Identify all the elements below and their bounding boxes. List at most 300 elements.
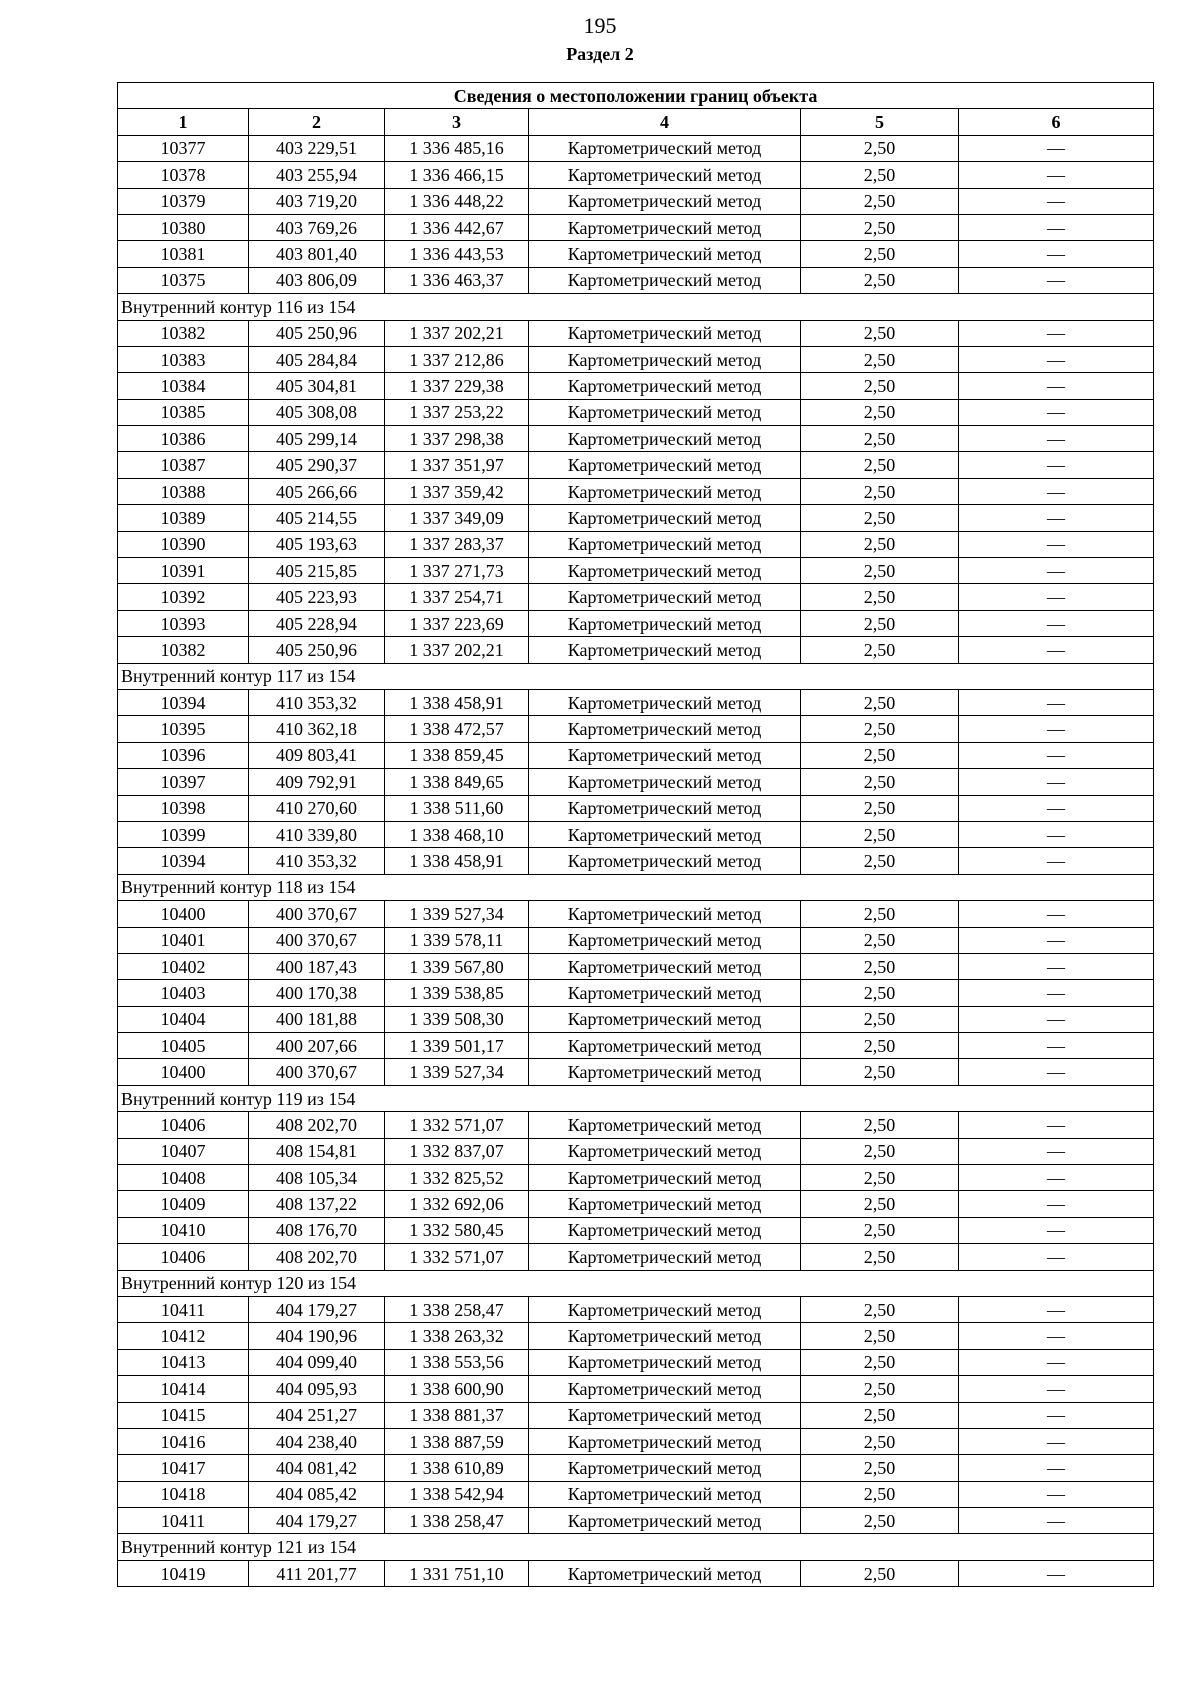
coordinate-y: 1 337 351,97	[385, 452, 529, 478]
point-number: 10402	[118, 953, 249, 979]
coordinate-y: 1 338 542,94	[385, 1481, 529, 1507]
coordinate-x: 400 207,66	[249, 1033, 385, 1059]
coordinate-y: 1 339 501,17	[385, 1033, 529, 1059]
method-cell: Картометрический метод	[529, 795, 801, 821]
table-row	[118, 769, 1154, 795]
coordinate-x: 405 284,84	[249, 346, 385, 372]
accuracy-cell: 2,50	[801, 426, 959, 452]
method-cell: Картометрический метод	[529, 135, 801, 161]
description-cell: —	[959, 478, 1154, 504]
coordinate-x: 400 181,88	[249, 1006, 385, 1032]
table-row	[118, 214, 1154, 240]
description-cell: —	[959, 1402, 1154, 1428]
accuracy-cell: 2,50	[801, 584, 959, 610]
coordinate-y: 1 338 859,45	[385, 742, 529, 768]
coordinate-y: 1 337 223,69	[385, 610, 529, 636]
table-row	[118, 901, 1154, 927]
accuracy-cell: 2,50	[801, 1323, 959, 1349]
table-row	[118, 558, 1154, 584]
description-cell: —	[959, 1323, 1154, 1349]
point-number: 10389	[118, 505, 249, 531]
coordinate-x: 405 228,94	[249, 610, 385, 636]
description-cell: —	[959, 795, 1154, 821]
coordinate-x: 403 806,09	[249, 267, 385, 293]
table-row	[118, 505, 1154, 531]
coordinate-y: 1 338 458,91	[385, 689, 529, 715]
coordinate-x: 405 250,96	[249, 637, 385, 663]
contour-label: Внутренний контур 121 из 154	[118, 1534, 1154, 1560]
table-row	[118, 980, 1154, 1006]
coordinate-x: 408 105,34	[249, 1165, 385, 1191]
table-row	[118, 399, 1154, 425]
coordinate-x: 405 193,63	[249, 531, 385, 557]
point-number: 10390	[118, 531, 249, 557]
accuracy-cell: 2,50	[801, 1455, 959, 1481]
column-number-header: 2	[249, 109, 385, 135]
coordinate-y: 1 337 271,73	[385, 558, 529, 584]
accuracy-cell: 2,50	[801, 795, 959, 821]
point-number: 10419	[118, 1560, 249, 1586]
accuracy-cell: 2,50	[801, 769, 959, 795]
coordinate-y: 1 338 258,47	[385, 1296, 529, 1322]
method-cell: Картометрический метод	[529, 1560, 801, 1586]
table-row	[118, 689, 1154, 715]
coordinate-y: 1 332 837,07	[385, 1138, 529, 1164]
description-cell: —	[959, 373, 1154, 399]
contour-header-row	[118, 294, 1154, 320]
point-number: 10394	[118, 848, 249, 874]
contour-label: Внутренний контур 119 из 154	[118, 1085, 1154, 1111]
method-cell: Картометрический метод	[529, 320, 801, 346]
table-row	[118, 1455, 1154, 1481]
coordinate-x: 403 769,26	[249, 214, 385, 240]
coordinate-x: 404 190,96	[249, 1323, 385, 1349]
method-cell: Картометрический метод	[529, 980, 801, 1006]
column-number-header: 5	[801, 109, 959, 135]
method-cell: Картометрический метод	[529, 1006, 801, 1032]
coordinate-x: 408 202,70	[249, 1112, 385, 1138]
table-row	[118, 1059, 1154, 1085]
coordinate-x: 404 179,27	[249, 1296, 385, 1322]
table-row	[118, 1006, 1154, 1032]
description-cell: —	[959, 346, 1154, 372]
coordinate-y: 1 339 527,34	[385, 1059, 529, 1085]
coordinate-y: 1 332 692,06	[385, 1191, 529, 1217]
method-cell: Картометрический метод	[529, 267, 801, 293]
table-row	[118, 1165, 1154, 1191]
description-cell: —	[959, 1455, 1154, 1481]
table-row	[118, 1323, 1154, 1349]
coordinate-y: 1 339 538,85	[385, 980, 529, 1006]
table-row	[118, 821, 1154, 847]
accuracy-cell: 2,50	[801, 742, 959, 768]
table-row	[118, 795, 1154, 821]
table-row	[118, 1560, 1154, 1586]
accuracy-cell: 2,50	[801, 689, 959, 715]
coordinate-x: 404 085,42	[249, 1481, 385, 1507]
coordinate-x: 404 095,93	[249, 1376, 385, 1402]
method-cell: Картометрический метод	[529, 689, 801, 715]
coordinate-y: 1 337 349,09	[385, 505, 529, 531]
contour-header-row	[118, 1534, 1154, 1560]
accuracy-cell: 2,50	[801, 531, 959, 557]
table-row	[118, 267, 1154, 293]
coordinate-y: 1 332 571,07	[385, 1112, 529, 1138]
accuracy-cell: 2,50	[801, 452, 959, 478]
description-cell: —	[959, 1059, 1154, 1085]
coordinate-x: 410 270,60	[249, 795, 385, 821]
accuracy-cell: 2,50	[801, 716, 959, 742]
table-row	[118, 1033, 1154, 1059]
method-cell: Картометрический метод	[529, 241, 801, 267]
coordinate-x: 410 362,18	[249, 716, 385, 742]
point-number: 10401	[118, 927, 249, 953]
coordinate-x: 408 154,81	[249, 1138, 385, 1164]
contour-header-row	[118, 1085, 1154, 1111]
coordinate-x: 409 803,41	[249, 742, 385, 768]
coordinate-y: 1 337 254,71	[385, 584, 529, 610]
point-number: 10387	[118, 452, 249, 478]
coordinate-y: 1 338 472,57	[385, 716, 529, 742]
accuracy-cell: 2,50	[801, 1191, 959, 1217]
table-row	[118, 953, 1154, 979]
description-cell: —	[959, 558, 1154, 584]
contour-header-row	[118, 874, 1154, 900]
table-row	[118, 1296, 1154, 1322]
coordinate-x: 404 099,40	[249, 1349, 385, 1375]
table-row	[118, 1244, 1154, 1270]
point-number: 10379	[118, 188, 249, 214]
table-row	[118, 637, 1154, 663]
accuracy-cell: 2,50	[801, 1006, 959, 1032]
coordinate-y: 1 337 283,37	[385, 531, 529, 557]
coordinate-x: 400 370,67	[249, 927, 385, 953]
coordinate-y: 1 336 443,53	[385, 241, 529, 267]
description-cell: —	[959, 135, 1154, 161]
accuracy-cell: 2,50	[801, 848, 959, 874]
column-number-header: 1	[118, 109, 249, 135]
accuracy-cell: 2,50	[801, 1033, 959, 1059]
table-row	[118, 1481, 1154, 1507]
point-number: 10382	[118, 637, 249, 663]
point-number: 10380	[118, 214, 249, 240]
table-row	[118, 1138, 1154, 1164]
coordinate-y: 1 336 448,22	[385, 188, 529, 214]
description-cell: —	[959, 1428, 1154, 1454]
point-number: 10395	[118, 716, 249, 742]
description-cell: —	[959, 742, 1154, 768]
coordinate-y: 1 337 229,38	[385, 373, 529, 399]
coordinate-x: 404 179,27	[249, 1508, 385, 1534]
column-number-header: 6	[959, 109, 1154, 135]
table-caption-row	[118, 83, 1154, 109]
point-number: 10393	[118, 610, 249, 636]
coordinate-y: 1 338 610,89	[385, 1455, 529, 1481]
description-cell: —	[959, 214, 1154, 240]
method-cell: Картометрический метод	[529, 1402, 801, 1428]
coordinate-y: 1 338 258,47	[385, 1508, 529, 1534]
coordinate-y: 1 331 751,10	[385, 1560, 529, 1586]
coordinate-x: 409 792,91	[249, 769, 385, 795]
coordinate-y: 1 332 580,45	[385, 1217, 529, 1243]
coordinate-x: 410 339,80	[249, 821, 385, 847]
table-row	[118, 320, 1154, 346]
coordinate-y: 1 338 600,90	[385, 1376, 529, 1402]
description-cell: —	[959, 1138, 1154, 1164]
accuracy-cell: 2,50	[801, 1112, 959, 1138]
accuracy-cell: 2,50	[801, 980, 959, 1006]
method-cell: Картометрический метод	[529, 452, 801, 478]
point-number: 10406	[118, 1112, 249, 1138]
description-cell: —	[959, 426, 1154, 452]
table-row	[118, 716, 1154, 742]
contour-label: Внутренний контур 117 из 154	[118, 663, 1154, 689]
method-cell: Картометрический метод	[529, 1323, 801, 1349]
accuracy-cell: 2,50	[801, 1217, 959, 1243]
description-cell: —	[959, 1217, 1154, 1243]
point-number: 10385	[118, 399, 249, 425]
accuracy-cell: 2,50	[801, 558, 959, 584]
description-cell: —	[959, 267, 1154, 293]
method-cell: Картометрический метод	[529, 373, 801, 399]
method-cell: Картометрический метод	[529, 1376, 801, 1402]
accuracy-cell: 2,50	[801, 1296, 959, 1322]
method-cell: Картометрический метод	[529, 558, 801, 584]
description-cell: —	[959, 953, 1154, 979]
table-row	[118, 1402, 1154, 1428]
method-cell: Картометрический метод	[529, 637, 801, 663]
table-row	[118, 373, 1154, 399]
contour-label: Внутренний контур 116 из 154	[118, 294, 1154, 320]
table-row	[118, 1349, 1154, 1375]
point-number: 10411	[118, 1296, 249, 1322]
coordinate-x: 404 238,40	[249, 1428, 385, 1454]
method-cell: Картометрический метод	[529, 1112, 801, 1138]
coordinate-x: 405 223,93	[249, 584, 385, 610]
table-caption: Сведения о местоположении границ объекта	[118, 83, 1154, 109]
coordinate-y: 1 337 212,86	[385, 346, 529, 372]
column-number-header: 3	[385, 109, 529, 135]
description-cell: —	[959, 399, 1154, 425]
method-cell: Картометрический метод	[529, 584, 801, 610]
accuracy-cell: 2,50	[801, 346, 959, 372]
point-number: 10399	[118, 821, 249, 847]
coordinate-y: 1 338 458,91	[385, 848, 529, 874]
table-row	[118, 1112, 1154, 1138]
coordinate-y: 1 336 466,15	[385, 162, 529, 188]
accuracy-cell: 2,50	[801, 610, 959, 636]
contour-label: Внутренний контур 118 из 154	[118, 874, 1154, 900]
point-number: 10384	[118, 373, 249, 399]
point-number: 10391	[118, 558, 249, 584]
coordinate-x: 403 229,51	[249, 135, 385, 161]
point-number: 10378	[118, 162, 249, 188]
table-row	[118, 1191, 1154, 1217]
coordinate-y: 1 338 887,59	[385, 1428, 529, 1454]
accuracy-cell: 2,50	[801, 241, 959, 267]
coordinate-x: 400 370,67	[249, 901, 385, 927]
table-row	[118, 927, 1154, 953]
section-title: Раздел 2	[566, 44, 634, 64]
description-cell: —	[959, 1560, 1154, 1586]
coordinate-y: 1 332 571,07	[385, 1244, 529, 1270]
table-row	[118, 848, 1154, 874]
accuracy-cell: 2,50	[801, 927, 959, 953]
accuracy-cell: 2,50	[801, 214, 959, 240]
method-cell: Картометрический метод	[529, 1217, 801, 1243]
coordinate-y: 1 339 508,30	[385, 1006, 529, 1032]
coordinate-y: 1 338 468,10	[385, 821, 529, 847]
coordinate-x: 400 187,43	[249, 953, 385, 979]
accuracy-cell: 2,50	[801, 1428, 959, 1454]
coordinate-x: 403 719,20	[249, 188, 385, 214]
description-cell: —	[959, 927, 1154, 953]
accuracy-cell: 2,50	[801, 1376, 959, 1402]
method-cell: Картометрический метод	[529, 214, 801, 240]
table-row	[118, 742, 1154, 768]
table-row	[118, 452, 1154, 478]
coordinate-y: 1 338 263,32	[385, 1323, 529, 1349]
point-number: 10407	[118, 1138, 249, 1164]
coordinate-x: 404 251,27	[249, 1402, 385, 1428]
description-cell: —	[959, 320, 1154, 346]
description-cell: —	[959, 689, 1154, 715]
table-row	[118, 584, 1154, 610]
coordinate-x: 405 308,08	[249, 399, 385, 425]
accuracy-cell: 2,50	[801, 1138, 959, 1164]
table-row	[118, 1508, 1154, 1534]
description-cell: —	[959, 1296, 1154, 1322]
point-number: 10375	[118, 267, 249, 293]
method-cell: Картометрический метод	[529, 848, 801, 874]
description-cell: —	[959, 531, 1154, 557]
method-cell: Картометрический метод	[529, 927, 801, 953]
coordinate-y: 1 338 553,56	[385, 1349, 529, 1375]
accuracy-cell: 2,50	[801, 478, 959, 504]
method-cell: Картометрический метод	[529, 505, 801, 531]
coordinate-y: 1 337 359,42	[385, 478, 529, 504]
table-row	[118, 346, 1154, 372]
accuracy-cell: 2,50	[801, 1165, 959, 1191]
point-number: 10404	[118, 1006, 249, 1032]
description-cell: —	[959, 769, 1154, 795]
coordinate-x: 405 250,96	[249, 320, 385, 346]
method-cell: Картометрический метод	[529, 1033, 801, 1059]
coordinate-x: 405 214,55	[249, 505, 385, 531]
table-body	[118, 135, 1154, 1586]
accuracy-cell: 2,50	[801, 1402, 959, 1428]
coordinate-y: 1 332 825,52	[385, 1165, 529, 1191]
method-cell: Картометрический метод	[529, 188, 801, 214]
point-number: 10411	[118, 1508, 249, 1534]
method-cell: Картометрический метод	[529, 1138, 801, 1164]
point-number: 10377	[118, 135, 249, 161]
coordinate-x: 405 215,85	[249, 558, 385, 584]
description-cell: —	[959, 1376, 1154, 1402]
point-number: 10383	[118, 346, 249, 372]
accuracy-cell: 2,50	[801, 1059, 959, 1085]
coordinate-x: 405 290,37	[249, 452, 385, 478]
description-cell: —	[959, 980, 1154, 1006]
method-cell: Картометрический метод	[529, 162, 801, 188]
accuracy-cell: 2,50	[801, 1481, 959, 1507]
coordinate-y: 1 337 253,22	[385, 399, 529, 425]
table-row	[118, 241, 1154, 267]
point-number: 10413	[118, 1349, 249, 1375]
coordinate-x: 400 370,67	[249, 1059, 385, 1085]
method-cell: Картометрический метод	[529, 346, 801, 372]
description-cell: —	[959, 1006, 1154, 1032]
coordinate-x: 408 202,70	[249, 1244, 385, 1270]
coordinate-x: 408 176,70	[249, 1217, 385, 1243]
accuracy-cell: 2,50	[801, 637, 959, 663]
table-row	[118, 1428, 1154, 1454]
table-row	[118, 1376, 1154, 1402]
method-cell: Картометрический метод	[529, 953, 801, 979]
point-number: 10382	[118, 320, 249, 346]
coordinate-y: 1 336 442,67	[385, 214, 529, 240]
coordinate-x: 408 137,22	[249, 1191, 385, 1217]
method-cell: Картометрический метод	[529, 1508, 801, 1534]
description-cell: —	[959, 610, 1154, 636]
coordinate-x: 400 170,38	[249, 980, 385, 1006]
point-number: 10403	[118, 980, 249, 1006]
column-number-header: 4	[529, 109, 801, 135]
method-cell: Картометрический метод	[529, 399, 801, 425]
description-cell: —	[959, 162, 1154, 188]
accuracy-cell: 2,50	[801, 821, 959, 847]
description-cell: —	[959, 1508, 1154, 1534]
coordinate-y: 1 339 527,34	[385, 901, 529, 927]
description-cell: —	[959, 188, 1154, 214]
description-cell: —	[959, 1349, 1154, 1375]
coordinate-y: 1 338 881,37	[385, 1402, 529, 1428]
point-number: 10405	[118, 1033, 249, 1059]
method-cell: Картометрический метод	[529, 1244, 801, 1270]
point-number: 10409	[118, 1191, 249, 1217]
method-cell: Картометрический метод	[529, 742, 801, 768]
point-number: 10400	[118, 901, 249, 927]
point-number: 10398	[118, 795, 249, 821]
coordinate-x: 405 266,66	[249, 478, 385, 504]
table-row	[118, 162, 1154, 188]
coordinate-y: 1 336 463,37	[385, 267, 529, 293]
coordinate-x: 403 255,94	[249, 162, 385, 188]
description-cell: —	[959, 1191, 1154, 1217]
coordinate-x: 410 353,32	[249, 689, 385, 715]
method-cell: Картометрический метод	[529, 1428, 801, 1454]
method-cell: Картометрический метод	[529, 478, 801, 504]
point-number: 10394	[118, 689, 249, 715]
method-cell: Картометрический метод	[529, 531, 801, 557]
coordinate-y: 1 339 578,11	[385, 927, 529, 953]
accuracy-cell: 2,50	[801, 267, 959, 293]
accuracy-cell: 2,50	[801, 1244, 959, 1270]
accuracy-cell: 2,50	[801, 135, 959, 161]
accuracy-cell: 2,50	[801, 1560, 959, 1586]
description-cell: —	[959, 1033, 1154, 1059]
point-number: 10400	[118, 1059, 249, 1085]
accuracy-cell: 2,50	[801, 162, 959, 188]
point-number: 10418	[118, 1481, 249, 1507]
coordinate-y: 1 338 849,65	[385, 769, 529, 795]
coordinate-y: 1 338 511,60	[385, 795, 529, 821]
coordinate-x: 403 801,40	[249, 241, 385, 267]
accuracy-cell: 2,50	[801, 1508, 959, 1534]
coordinate-y: 1 337 202,21	[385, 637, 529, 663]
point-number: 10410	[118, 1217, 249, 1243]
method-cell: Картометрический метод	[529, 1349, 801, 1375]
